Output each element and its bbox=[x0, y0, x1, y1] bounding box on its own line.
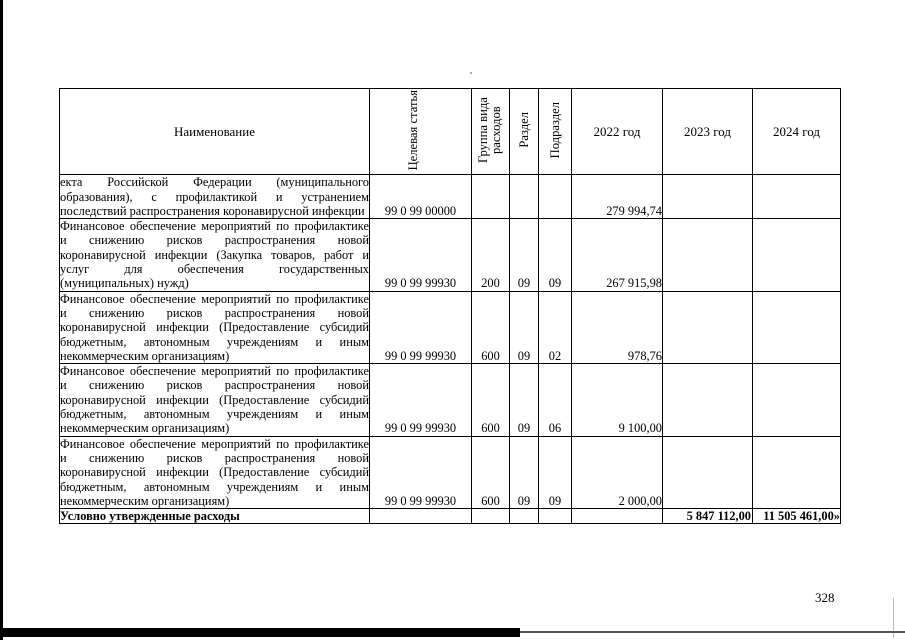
table-header-row bbox=[60, 89, 841, 175]
total-2023: 5 847 112,00 bbox=[663, 509, 753, 524]
row-2023 bbox=[663, 219, 753, 291]
total-subsection bbox=[539, 509, 572, 524]
row-2023 bbox=[663, 291, 753, 363]
row-target-article: 99 0 99 99930 bbox=[370, 219, 472, 291]
row-expense-group bbox=[472, 175, 510, 219]
row-2024 bbox=[753, 364, 841, 436]
row-subsection: 09 bbox=[539, 219, 572, 291]
header-2024: 2024 год bbox=[753, 89, 841, 175]
header-name: Наименование bbox=[60, 89, 370, 175]
row-name: Финансовое обеспечение мероприятий по профилактике и снижению рисков распространения новой коронавирусной инфекции (Предоставление субсидий бюджетным, автономным учреждениям и иным некоммерческим организациям) bbox=[60, 291, 369, 363]
total-name: Условно утвержденные расходы bbox=[60, 509, 370, 524]
table-row bbox=[60, 364, 841, 436]
row-expense-group: 600 bbox=[472, 291, 510, 363]
row-expense-group: 600 bbox=[472, 436, 510, 508]
header-section bbox=[510, 89, 539, 175]
row-section: 09 bbox=[510, 436, 539, 508]
table-row bbox=[60, 436, 841, 508]
total-2024: 11 505 461,00» bbox=[753, 509, 841, 524]
row-subsection: 09 bbox=[539, 436, 572, 508]
row-2023 bbox=[663, 364, 753, 436]
total-2022 bbox=[572, 509, 663, 524]
row-section: 09 bbox=[510, 364, 539, 436]
row-expense-group: 600 bbox=[472, 364, 510, 436]
header-2023: 2023 год bbox=[663, 89, 753, 175]
row-expense-group: 200 bbox=[472, 219, 510, 291]
budget-table bbox=[59, 88, 841, 524]
row-2022: 9 100,00 bbox=[572, 364, 663, 436]
row-2022: 978,76 bbox=[572, 291, 663, 363]
scan-speck bbox=[470, 72, 472, 74]
row-section: 09 bbox=[510, 291, 539, 363]
row-name: Финансовое обеспечение мероприятий по профилактике и снижению рисков распространения новой коронавирусной инфекции (Закупка товаров, работ и услуг для обеспечения государственных (муниципальных) нужд) bbox=[60, 219, 369, 291]
header-subsection bbox=[539, 89, 572, 175]
row-2022: 279 994,74 bbox=[572, 175, 663, 219]
table-row bbox=[60, 291, 841, 363]
row-section bbox=[510, 175, 539, 219]
header-target-article-label: Целевая статья bbox=[405, 89, 420, 171]
row-subsection bbox=[539, 175, 572, 219]
row-2022: 267 915,98 bbox=[572, 219, 663, 291]
header-target-article bbox=[370, 89, 472, 175]
row-name: екта Российской Федерации (муниципального образования), с профилактикой и устранением последствий распространения коронавирусной инфекции bbox=[60, 175, 369, 218]
row-target-article: 99 0 99 99930 bbox=[370, 364, 472, 436]
scan-left-edge bbox=[0, 0, 3, 640]
row-name: Финансовое обеспечение мероприятий по профилактике и снижению рисков распространения новой коронавирусной инфекции (Предоставление субсидий бюджетным, автономным учреждениям и иным некоммерческим организациям) bbox=[60, 364, 369, 436]
row-subsection: 02 bbox=[539, 291, 572, 363]
row-name: Финансовое обеспечение мероприятий по профилактике и снижению рисков распространения новой коронавирусной инфекции (Предоставление субсидий бюджетным, автономным учреждениям и иным некоммерческим организациям) bbox=[60, 436, 369, 508]
scan-bottom-edge bbox=[0, 628, 905, 637]
row-2024 bbox=[753, 436, 841, 508]
row-2024 bbox=[753, 291, 841, 363]
total-row bbox=[60, 509, 841, 524]
header-2022: 2022 год bbox=[572, 89, 663, 175]
row-2022: 2 000,00 bbox=[572, 436, 663, 508]
header-subsection-label: Подраздел bbox=[547, 101, 562, 159]
row-subsection: 06 bbox=[539, 364, 572, 436]
header-section-label: Раздел bbox=[516, 112, 531, 148]
page-number: 328 bbox=[815, 590, 835, 605]
table-row bbox=[60, 219, 841, 291]
row-2024 bbox=[753, 219, 841, 291]
row-2023 bbox=[663, 175, 753, 219]
total-section bbox=[510, 509, 539, 524]
header-expense-group bbox=[472, 89, 510, 175]
total-target-article bbox=[370, 509, 472, 524]
table-row bbox=[60, 175, 841, 219]
row-2024 bbox=[753, 175, 841, 219]
row-section: 09 bbox=[510, 219, 539, 291]
row-target-article: 99 0 99 99930 bbox=[370, 291, 472, 363]
total-expense-group bbox=[472, 509, 510, 524]
row-2023 bbox=[663, 436, 753, 508]
header-expense-group-label: Группа вида расходов bbox=[475, 97, 503, 163]
row-target-article: 99 0 99 00000 bbox=[370, 175, 472, 219]
row-target-article: 99 0 99 99930 bbox=[370, 436, 472, 508]
